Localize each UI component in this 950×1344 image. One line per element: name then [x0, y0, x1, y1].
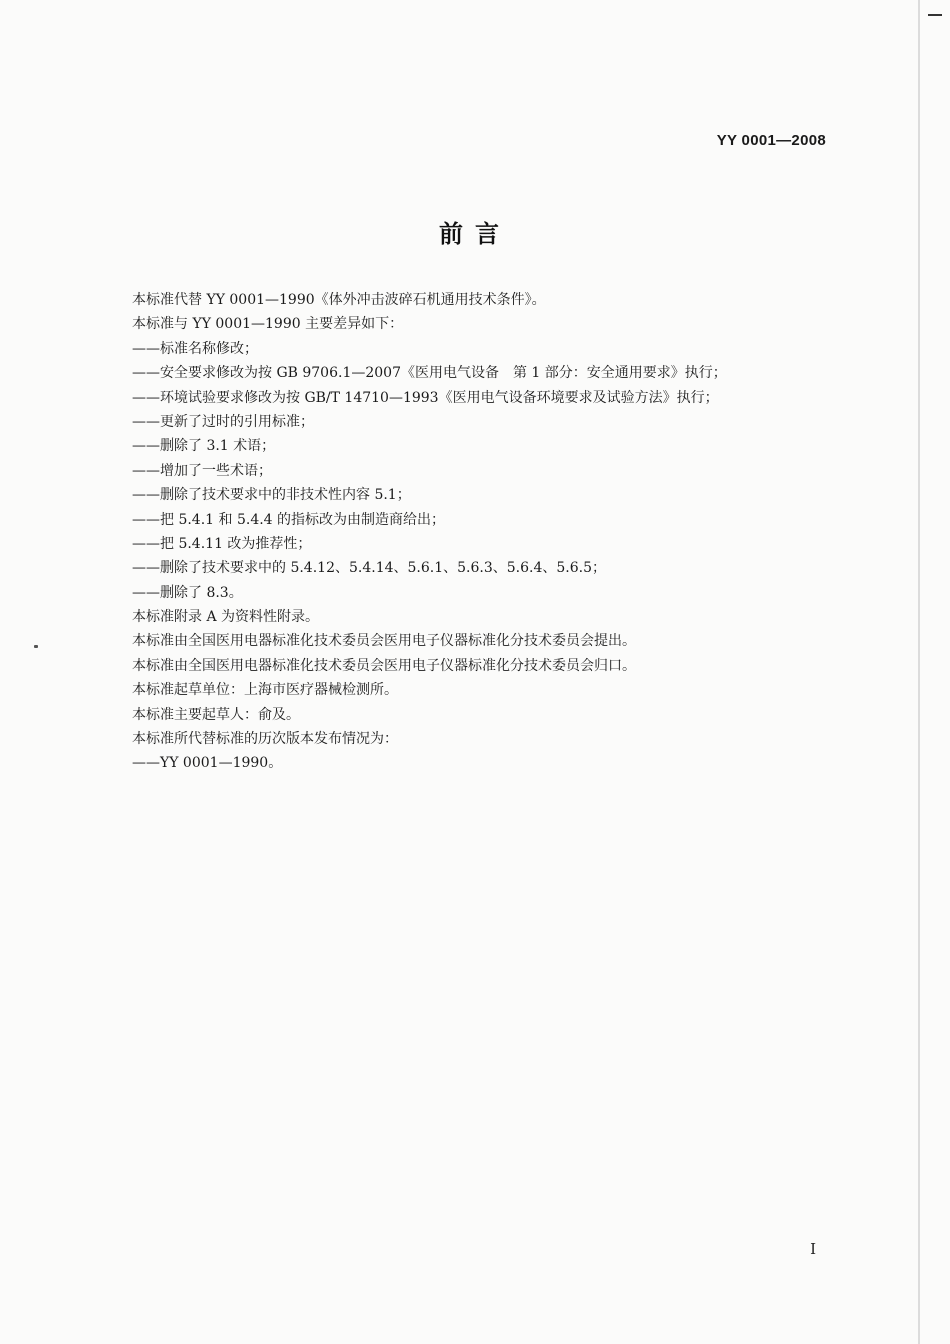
text-line: 本标准起草单位：上海市医疗器械检测所。: [132, 682, 398, 699]
text-line: ——增加了一些术语；: [132, 462, 272, 479]
text-line: ——删除了技术要求中的 5.4.12、5.4.14、5.6.1、5.6.3、5.6.4、5.6.5；: [132, 560, 606, 577]
text-line: ——删除了 8.3。: [132, 584, 243, 601]
text-line: ——把 5.4.1 和 5.4.4 的指标改为由制造商给出；: [132, 511, 446, 528]
text-line: 本标准由全国医用电器标准化技术委员会医用电子仪器标准化分技术委员会归口。: [132, 657, 636, 674]
text-line: 本标准由全国医用电器标准化技术委员会医用电子仪器标准化分技术委员会提出。: [132, 633, 636, 650]
text-line: 本标准与 YY 0001—1990 主要差异如下：: [132, 316, 404, 333]
text-line: ——YY 0001—1990。: [132, 755, 283, 772]
text-line: 本标准代替 YY 0001—1990《体外冲击波碎石机通用技术条件》。: [132, 292, 546, 308]
text-line: ——标准名称修改；: [132, 340, 258, 357]
document-number: YY 0001—2008: [716, 132, 826, 149]
text-line: ——更新了过时的引用标准；: [132, 413, 314, 430]
scan-speck: [34, 645, 38, 648]
text-line: ——把 5.4.11 改为推荐性；: [132, 535, 312, 552]
corner-mark: [928, 14, 942, 16]
text-line: 本标准主要起草人：俞及。: [132, 706, 300, 723]
foreword-body: [132, 288, 832, 776]
page-number: I: [810, 1240, 816, 1258]
page-title: 前言: [439, 220, 511, 248]
text-line: ——安全要求修改为按 GB 9706.1—2007《医用电气设备 第 1 部分：安全通用要求》执行；: [132, 365, 727, 382]
text-line: ——删除了 3.1 术语；: [132, 438, 276, 455]
text-line: ——环境试验要求修改为按 GB/T 14710—1993《医用电气设备环境要求及试验方法》执行；: [132, 389, 719, 406]
text-line: 本标准所代替标准的历次版本发布情况为：: [132, 731, 398, 748]
text-line: 本标准附录 A 为资料性附录。: [132, 609, 320, 626]
text-line: ——删除了技术要求中的非技术性内容 5.1；: [132, 487, 411, 504]
page-edge: [918, 0, 920, 1344]
